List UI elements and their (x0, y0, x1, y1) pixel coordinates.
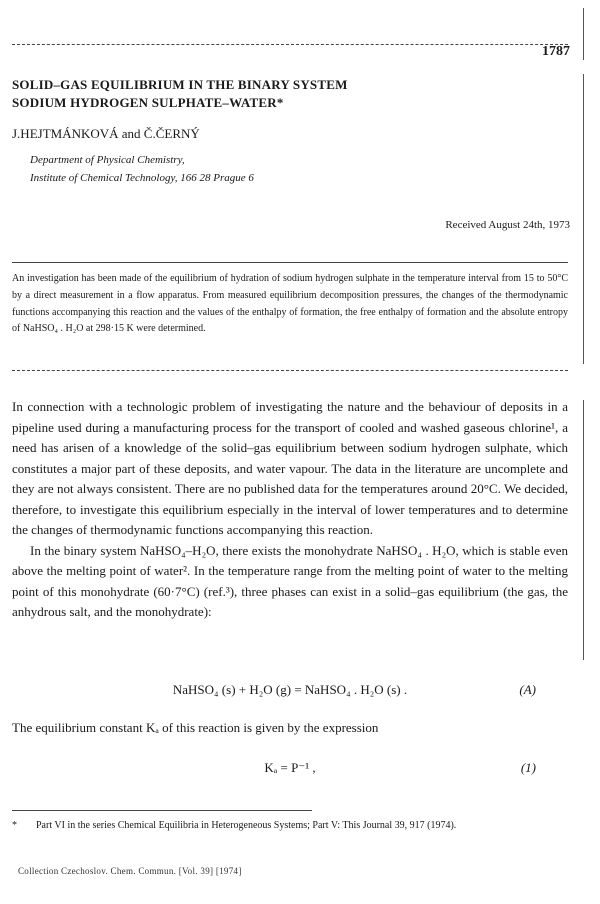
title-line-1: SOLID–GAS EQUILIBRIUM IN THE BINARY SYSTEM (12, 77, 348, 92)
body-text-continued (12, 718, 568, 739)
equation-a-expression: NaHSO₄ (s) + H₂O (g) = NaHSO₄ . H₂O (s) . (172, 682, 408, 697)
page-number: 1787 (542, 44, 570, 59)
abstract: An investigation has been made of the equilibrium of hydration of sodium hydrogen sulphate in the temperature interval from 15 to 50°C by a direct measurement in a flow apparatus. From measured equilibrium decomposition pressures, the changes of the thermodynamic functions accompanying this reaction and the values of the enthalpy of formation, the free enthalpy of formation and the absolute entropy of NaHSO₄ . H₂O at 298·15 K were determined. (12, 273, 568, 335)
margin-line-top (583, 8, 584, 60)
affiliation (30, 151, 254, 187)
affiliation-line-2: Institute of Chemical Technology, 166 28 Prague 6 (30, 172, 254, 184)
footnote-rule (12, 810, 312, 811)
affiliation-line-1: Department of Physical Chemistry, (30, 154, 185, 166)
margin-line-middle (583, 74, 584, 364)
journal-citation: Collection Czechoslov. Chem. Commun. [Vol. 39] [1974] (18, 866, 242, 876)
paragraph-2: In the binary system NaHSO₄–H₂O, there exists the monohydrate NaHSO₄ . H₂O, which is stable even above the melting point of water². In the temperature range from the melting point of water to the melting point of this monohydrate (60·7°C) (ref.³), three phases can exist in a solid–gas equilibrium (the gas, the anhydrous salt, and the monohydrate): (12, 542, 568, 619)
paragraph-1: In connection with a technologic problem of investigating the nature and the behaviour of deposits in a pipeline used during a manufacturing process for the transport of cooled and washed gaseous chlorine¹, a need has arisen of a knowledge of the solid–gas equilibrium between sodium hydrogen sulphate, which constitutes a major part of these deposits, and water vapour. The data in the literature are uncomplete and they are not always consistent. There are no published data for the temperatures around 20°C. We decided, therefore, to investigate this equilibrium especially in the interval of lower temperatures and to determine the changes of thermodynamic functions accompanying this reaction. (12, 399, 568, 537)
paragraph-3: The equilibrium constant Kₐ of this reaction is given by the expression (12, 720, 379, 735)
equation-1-label: (1) (520, 760, 536, 775)
footnote-text: Part VI in the series Chemical Equilibria in Heterogeneous Systems; Part V: This Journal 39, 917 (1974). (36, 820, 457, 831)
article-title (12, 76, 568, 112)
abstract-rule-top (12, 262, 568, 263)
margin-line-bottom (583, 400, 584, 660)
header-rule (12, 44, 568, 45)
footnote-mark: * (12, 820, 17, 831)
footnote (12, 818, 568, 833)
received-date: Received August 24th, 1973 (445, 219, 570, 231)
equation-a-label: (A) (519, 682, 536, 697)
abstract-rule-bottom (12, 370, 568, 371)
authors: J.HEJTMÁNKOVÁ and Č.ČERNÝ (12, 126, 200, 141)
body-text (12, 397, 568, 623)
equation-1-expression: Kₐ = P⁻¹ , (264, 760, 316, 775)
title-line-2: SODIUM HYDROGEN SULPHATE–WATER* (12, 95, 284, 110)
